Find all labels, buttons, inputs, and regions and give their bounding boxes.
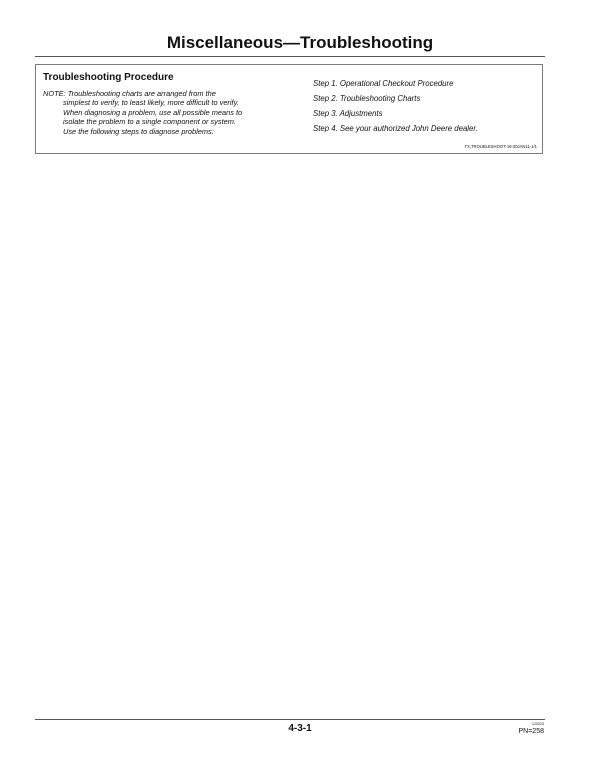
- note-paragraph: [43, 89, 305, 136]
- note-line: isolate the problem to a single component or system.: [63, 117, 236, 127]
- title-divider: [35, 56, 545, 57]
- reference-code: TX,TROUBLESHOOT-19-20JAN11-1/1: [464, 144, 537, 149]
- step-3: Step 3. Adjustments: [313, 109, 383, 118]
- footer-code: 120223: [532, 722, 544, 726]
- troubleshooting-procedure-section: [35, 64, 543, 154]
- note-line: Use the following steps to diagnose problems:: [63, 126, 214, 136]
- note-line: NOTE: Troubleshooting charts are arranged from the: [43, 89, 216, 98]
- step-2: Step 2. Troubleshooting Charts: [313, 94, 421, 103]
- step-1: Step 1. Operational Checkout Procedure: [313, 79, 454, 88]
- step-4: Step 4. See your authorized John Deere dealer.: [313, 124, 478, 133]
- footer-divider: [35, 719, 545, 720]
- steps-list: [313, 79, 538, 139]
- section-heading: Troubleshooting Procedure: [43, 72, 174, 83]
- page-number: 4-3-1: [288, 723, 312, 734]
- page-title: Miscellaneous—Troubleshooting: [166, 33, 434, 52]
- footer-pn: PN=258: [518, 728, 544, 735]
- note-line: When diagnosing a problem, use all possible means to: [63, 107, 243, 117]
- note-line: simplest to verify, to least likely, more difficult to verify.: [63, 98, 239, 108]
